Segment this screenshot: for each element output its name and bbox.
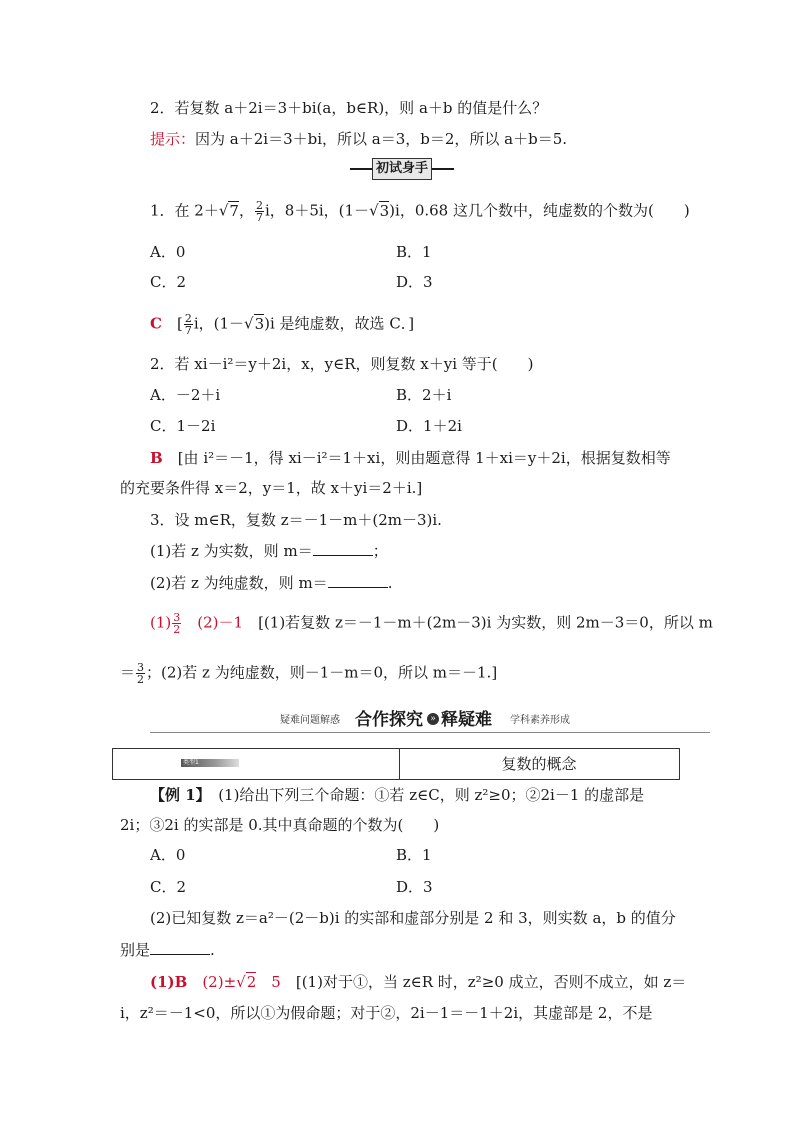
ex3-sub2: (2)若 z 为纯虚数，则 m＝ .: [150, 574, 393, 592]
example1-option-a: A．0: [150, 846, 186, 864]
section-header: [150, 708, 710, 734]
example-1-answer-line2: i，z²＝－1<0，所以①为假命题；对于②，2i－1＝－1＋2i，其虚部是 2，不是: [120, 1004, 653, 1022]
section-rule: [150, 732, 710, 733]
exercise-2-question: 2．若 xi－i²＝y＋2i，x，y∈R，则复数 x＋yi 等于( ): [150, 355, 534, 373]
example-1-part2-line1: (2)已知复数 z＝a²－(2－b)i 的实部和虚部分别是 2 和 3，则实数 a，b 的值分: [150, 909, 676, 927]
ex3-answer-line2: ＝ $\frac{3}{2}$ ；(2)若 z 为纯虚数，则－1－m＝0，所以 m＝－1.]: [120, 661, 498, 686]
fraction: $\frac{2}{7}$: [255, 199, 263, 224]
banner-bar-left: [350, 168, 372, 170]
ex3-sub1: (1)若 z 为实数，则 m＝ ；: [150, 542, 388, 560]
ex2-answer-line2: 的充要条件得 x＝2，y＝1，故 x＋yi＝2＋i.]: [120, 479, 423, 497]
example-1-line1: 【例 1】 (1)给出下列三个命题：①若 z∈C，则 z²≥0；②2i－1 的虚部是: [150, 786, 645, 804]
ex1-option-c: C．2: [150, 273, 187, 291]
hint-label: 提示：: [150, 130, 196, 148]
section-title-left: 合作探究: [355, 710, 423, 730]
type-title: 复数的概念: [501, 755, 577, 773]
type-table: [112, 748, 680, 780]
ex2-option-b: B．2＋i: [396, 386, 452, 404]
answer-blank: [150, 940, 210, 955]
ex1-option-b: B．1: [396, 243, 432, 261]
type-tag-cell: [113, 749, 400, 779]
exercise-1-question: 1．在 2＋√7， $\frac{2}{7}$ i，8＋5i，(1－√3)i，0.68 这几个数中，纯虚数的个数为( ): [150, 199, 690, 224]
example-1-answer-line1: (1)B (2)±√2 5 [(1)对于①，当 z∈R 时，z²≥0 成立，否则不成立，如 z＝: [150, 973, 687, 991]
banner-label: 初试身手: [372, 158, 432, 180]
ex1-option-a: A．0: [150, 243, 186, 261]
example-1-line2: 2i；③2i 的实部是 0.其中真命题的个数为( ): [120, 816, 440, 834]
example1-option-b: B．1: [396, 846, 432, 864]
intro-question: 2．若复数 a＋2i＝3＋bi(a，b∈R)，则 a＋b 的值是什么？: [150, 99, 548, 117]
example-1-part2-line2: 别是 .: [120, 941, 215, 959]
example-label: 【例 1】: [150, 786, 204, 804]
answer-blank: [328, 573, 388, 588]
section-banner: [350, 158, 454, 180]
example1-option-d: D．3: [396, 878, 433, 896]
ex1-answer: C [ $\frac{2}{7}$ i，(1－√3)i 是纯虚数，故选 C．]: [150, 312, 415, 337]
intro-hint: 提示：因为 a＋2i＝3＋bi，所以 a＝3，b＝2，所以 a＋b＝5.: [150, 130, 568, 148]
section-left-caption: 疑难问题解惑: [280, 715, 340, 726]
arrow-icon: »: [427, 713, 439, 725]
banner-bar-right: [432, 168, 454, 170]
example1-option-c: C．2: [150, 878, 187, 896]
ex2-option-c: C．1－2i: [150, 417, 216, 435]
section-right-caption: 学科素养形成: [510, 715, 570, 726]
ex3-answer-line1: (1) $\frac{3}{2}$ (2)－1 [(1)若复数 z＝－1－m＋(2m－3)i 为实数，则 2m－3＝0，所以 m: [150, 611, 713, 636]
ex2-answer-line1: B [由 i²＝－1，得 xi－i²＝1＋xi，则由题意得 1＋xi＝y＋2i，根据复数相等: [150, 449, 671, 467]
ex1-option-d: D．3: [396, 273, 433, 291]
answer-blank: [313, 541, 373, 556]
ex2-option-d: D．1＋2i: [396, 417, 462, 435]
type-tag: 类型1: [181, 759, 239, 767]
exercise-3-question: 3．设 m∈R，复数 z＝－1－m＋(2m－3)i.: [150, 511, 442, 529]
section-title-right: 释疑难: [441, 710, 492, 730]
ex2-option-a: A．－2＋i: [150, 386, 221, 404]
